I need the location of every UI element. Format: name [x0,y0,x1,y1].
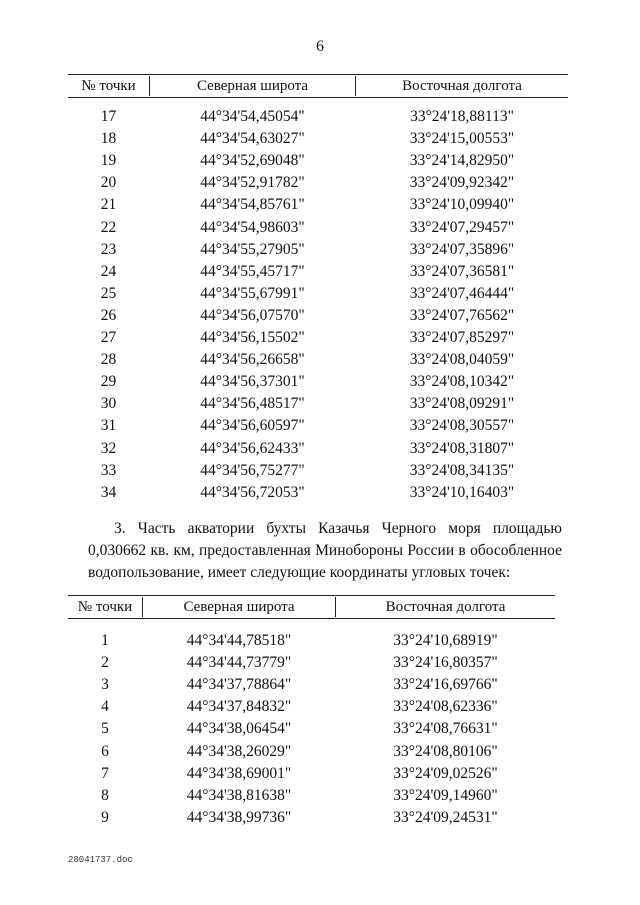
table-row [0,785,640,807]
longitude-value: 33°24'15,00553" [409,130,515,148]
table-row [0,652,640,674]
point-number: 6 [101,742,109,760]
latitude-value: 44°34'52,91782" [200,174,305,192]
point-number: 20 [100,174,117,192]
latitude-value: 44°34'55,45717" [200,262,305,280]
point-number: 27 [100,329,117,346]
point-number: 34 [100,483,117,501]
table-row [0,415,640,437]
point-number: 7 [101,764,109,782]
table1-header [0,74,640,98]
table1-col-point: № точки [81,78,136,94]
table-row [0,194,640,216]
table-row [0,261,640,283]
point-number: 1 [101,632,109,649]
longitude-value: 33°24'10,16403" [409,483,515,501]
table-row [0,807,640,829]
longitude-value: 33°24'14,82950" [409,152,515,170]
point-number: 28 [100,351,117,369]
latitude-value: 44°34'56,37301" [200,373,305,391]
table-row [0,718,640,740]
point-number: 9 [101,808,109,826]
point-number: 18 [100,130,117,148]
table-row [0,106,640,128]
latitude-value: 44°34'55,67991" [200,284,305,302]
latitude-value: 44°34'54,98603" [200,218,305,236]
table2-col-point: № точки [77,599,133,615]
point-number: 24 [100,262,117,280]
latitude-value: 44°34'56,60597" [200,417,305,435]
point-number: 19 [100,152,117,170]
longitude-value: 33°24'08,34135" [409,461,515,479]
table-row [0,327,640,349]
point-number: 29 [100,373,117,391]
table-row [0,239,640,261]
longitude-value: 33°24'16,69766" [393,676,498,694]
longitude-value: 33°24'09,02526" [393,764,498,782]
latitude-value: 44°34'38,69001" [186,764,292,782]
longitude-value: 33°24'08,76631" [393,720,498,738]
latitude-value: 44°34'38,06454" [186,720,292,738]
longitude-value: 33°24'08,30557" [409,417,515,435]
longitude-value: 33°24'18,88113" [410,108,514,125]
page-number: 6 [316,38,324,55]
longitude-value: 33°24'10,68919" [393,632,498,649]
table-row [0,217,640,239]
latitude-value: 44°34'56,72053" [200,483,305,501]
latitude-value: 44°34'56,26658" [200,351,305,369]
longitude-value: 33°24'08,10342" [409,373,515,391]
latitude-value: 44°34'38,99736" [186,808,292,826]
point-number: 5 [101,720,109,738]
longitude-value: 33°24'07,35896" [409,240,515,258]
table2-col-latitude: Северная широта [183,599,295,615]
table-row [0,393,640,415]
point-number: 8 [101,786,109,804]
latitude-value: 44°34'54,45054" [200,108,305,125]
table-row [0,349,640,371]
table-row [0,172,640,194]
point-number: 2 [101,654,109,672]
latitude-value: 44°34'38,26029" [186,742,292,760]
table-row [0,283,640,305]
latitude-value: 44°34'54,63027" [200,130,305,148]
longitude-value: 33°24'08,04059" [409,351,515,369]
latitude-value: 44°34'56,15502" [200,329,305,346]
latitude-value: 44°34'56,07570" [200,306,305,324]
table-row [0,150,640,172]
latitude-value: 44°34'44,78518" [186,632,292,649]
point-number: 30 [100,395,117,413]
latitude-value: 44°34'37,84832" [186,698,292,716]
latitude-value: 44°34'54,85761" [200,196,305,214]
longitude-value: 33°24'08,31807" [409,439,515,457]
point-number: 26 [100,306,117,324]
point-number: 33 [100,461,117,479]
longitude-value: 33°24'09,92342" [409,174,515,192]
longitude-value: 33°24'10,09940" [409,196,515,214]
longitude-value: 33°24'07,36581" [409,262,515,280]
table-row [0,438,640,460]
longitude-value: 33°24'07,46444" [409,284,515,302]
table2-col-longitude: Восточная долгота [385,599,506,615]
table-row [0,371,640,393]
point-number: 31 [100,417,117,435]
point-number: 4 [101,698,109,716]
longitude-value: 33°24'08,62336" [393,698,498,716]
latitude-value: 44°34'56,48517" [200,395,305,413]
point-number: 17 [100,108,117,125]
latitude-value: 44°34'55,27905" [200,240,305,258]
latitude-value: 44°34'52,69048" [200,152,305,170]
table-row [0,763,640,785]
table-row [0,741,640,763]
point-number: 3 [101,676,109,694]
longitude-value: 33°24'08,09291" [409,395,515,413]
table-row [0,128,640,150]
point-number: 23 [100,240,117,258]
footer-doc-code: 28041737.doc [68,855,133,865]
table1-col-longitude: Восточная долгота [402,78,522,94]
section-paragraph: 3. Часть акватории бухты Казачья Черного моря площадью 0,030662 кв. км, предоставленная Минобороны России в обособленное водопользование, имеет следующие координаты угловых точек: [88,520,562,581]
point-number: 25 [100,284,117,302]
latitude-value: 44°34'44,73779" [186,654,292,672]
longitude-value: 33°24'07,76562" [409,306,515,324]
longitude-value: 33°24'07,85297" [409,329,515,346]
longitude-value: 33°24'09,24531" [393,808,498,826]
latitude-value: 44°34'38,81638" [186,786,292,804]
longitude-value: 33°24'16,80357" [393,654,498,672]
table1-col-latitude: Северная широта [196,78,309,94]
longitude-value: 33°24'09,14960" [393,786,498,804]
latitude-value: 44°34'37,78864" [186,676,292,694]
point-number: 32 [100,439,117,457]
table-row [0,305,640,327]
longitude-value: 33°24'08,80106" [393,742,498,760]
latitude-value: 44°34'56,62433" [200,439,305,457]
table-row [0,630,640,652]
point-number: 21 [100,196,117,214]
table-row [0,696,640,718]
latitude-value: 44°34'56,75277" [200,461,305,479]
longitude-value: 33°24'07,29457" [409,218,515,236]
table2-header [0,595,640,619]
table-row [0,482,640,504]
table-row [0,674,640,696]
point-number: 22 [100,218,117,236]
table-row [0,460,640,482]
